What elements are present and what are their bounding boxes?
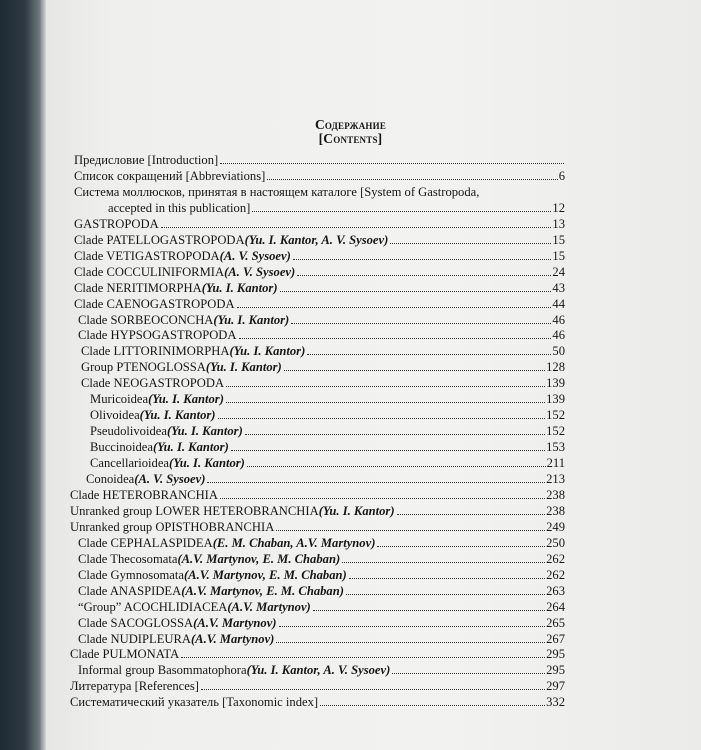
toc-entry-title: Систематический указатель [Taxonomic index]: [70, 695, 319, 710]
dot-leader: [161, 218, 552, 228]
toc-entry-author: (A.V. Martynov, E. M. Chaban): [177, 551, 341, 566]
toc-entry-page: 295: [546, 663, 565, 678]
toc-entry: [70, 695, 565, 709]
toc-entry-page: 265: [546, 615, 565, 630]
toc-entry: [78, 616, 565, 630]
toc-entry: [90, 440, 565, 454]
dot-leader: [307, 345, 551, 355]
toc-entry-page: 262: [546, 567, 565, 582]
dot-leader: [245, 425, 545, 435]
toc-entry: [78, 568, 565, 582]
toc-entry-author: (A. V. Sysoev): [224, 264, 296, 279]
dot-leader: [276, 521, 545, 531]
dot-leader: [293, 250, 552, 260]
toc-entry-title: Pseudolivoidea: [90, 424, 167, 439]
toc-entry-page: 332: [546, 695, 565, 710]
toc-entry-title: Clade NERITIMORPHA: [74, 280, 202, 295]
toc-entry: [74, 281, 565, 295]
toc-entry-title: Clade SACOGLOSSA: [78, 615, 194, 630]
dot-leader: [349, 569, 545, 579]
contents-heading-english: [Contents]: [318, 131, 383, 146]
toc-entry-page: 24: [552, 264, 565, 279]
toc-entry-author: (Yu. I. Kantor): [229, 344, 306, 359]
toc-entry-title: Список сокращений [Abbreviations]: [74, 168, 266, 183]
toc-entry-title: Clade Thecosomata: [78, 551, 178, 566]
toc-entry-title: Olivoidea: [90, 408, 140, 423]
toc-entry-page: 13: [552, 216, 565, 231]
dot-leader: [291, 314, 551, 324]
toc-entry-title: Clade HYPSOGASTROPODA: [78, 328, 237, 343]
toc-entry-author: (Yu. I. Kantor): [166, 424, 243, 439]
dot-leader: [220, 489, 545, 499]
dot-leader: [207, 473, 545, 483]
toc-entry-title: Unranked group OPISTHOBRANCHIA: [70, 519, 275, 534]
toc-entry: [78, 584, 565, 598]
toc-entry: [81, 360, 565, 374]
toc-entry: [74, 169, 565, 183]
toc-entry: [78, 663, 565, 677]
toc-entry: [74, 233, 565, 247]
dot-leader: [392, 664, 545, 674]
toc-entry-title: Unranked group LOWER HETEROBRANCHIA: [70, 503, 319, 518]
toc-entry-author: (Yu. I. Kantor, A. V. Sysoev): [244, 232, 389, 247]
toc-entry: [74, 217, 565, 231]
toc-entry: [78, 313, 565, 327]
toc-entry: [74, 185, 565, 199]
toc-entry: [81, 376, 565, 390]
toc-entry-page: 152: [546, 424, 565, 439]
dot-leader: [390, 234, 551, 244]
dot-leader: [252, 202, 551, 212]
toc-entry-page: 43: [552, 280, 565, 295]
toc-entry-page: 15: [552, 248, 565, 263]
toc-entry-author: (Yu. I. Kantor): [139, 408, 216, 423]
toc-entry-title: GASTROPODA: [74, 216, 159, 231]
toc-entry: [70, 520, 565, 534]
toc-entry: [81, 344, 565, 358]
dot-leader: [237, 298, 552, 308]
toc-entry-title: Clade VETIGASTROPODA: [74, 248, 220, 263]
toc-entry: [70, 647, 565, 661]
toc-entry-title: Clade HETEROBRANCHIA: [70, 487, 218, 502]
dot-leader: [218, 409, 546, 419]
toc-entry-author: (Yu. I. Kantor): [201, 280, 278, 295]
toc-entry-author: (A.V. Martynov): [227, 599, 311, 614]
toc-entry-page: 295: [546, 647, 565, 662]
toc-entry-author: (Yu. I. Kantor): [152, 440, 229, 455]
toc-entry: [74, 297, 565, 311]
dot-leader: [247, 457, 546, 467]
toc-entry-title: Muricoidea: [90, 392, 149, 407]
dot-leader: [342, 553, 545, 563]
dot-leader: [280, 282, 552, 292]
toc-entry-title: Clade NUDIPLEURA: [78, 631, 191, 646]
toc-entry-title: Clade PULMONATA: [70, 647, 180, 662]
toc-entry-page: 6: [558, 168, 565, 183]
toc-entry-title: Clade Gymnosomata: [78, 567, 184, 582]
toc-entry-author: (A. V. Sysoev): [219, 248, 291, 263]
toc-entry-title: Литература [References]: [70, 679, 199, 694]
toc-entry: [74, 265, 565, 279]
toc-entry-page: 264: [546, 599, 565, 614]
toc-entry-page: 139: [546, 392, 565, 407]
toc-entry: [78, 600, 565, 614]
dot-leader: [284, 361, 545, 371]
toc-entry-author: (A.V. Martynov): [190, 631, 275, 646]
toc-entry: [70, 488, 565, 502]
dot-leader: [267, 170, 557, 180]
toc-entry-title: Cancellarioidea: [90, 456, 170, 471]
toc-entry: [90, 408, 565, 422]
toc-entry-page: 213: [546, 472, 565, 486]
toc-entry-author: (A. V. Sysoev): [134, 472, 206, 486]
toc-entry-continuation-text: accepted in this publication]: [108, 200, 251, 215]
dot-leader: [276, 633, 545, 643]
dot-leader: [201, 680, 545, 690]
toc-entry-page: 262: [546, 551, 565, 566]
toc-entry-title: Informal group Basommatophora: [78, 663, 247, 678]
toc-entry-title: Clade PATELLOGASTROPODA: [74, 232, 245, 247]
dot-leader: [346, 585, 545, 595]
toc-entry-title: Clade CEPHALASPIDEA: [78, 535, 213, 550]
toc-entry-author: (Yu. I. Kantor): [213, 312, 290, 327]
toc-entry-author: (A.V. Martynov, E. M. Chaban): [183, 567, 347, 582]
toc-entry-title: Clade LITTORINIMORPHA: [81, 344, 230, 359]
toc-entry-author: (E. M. Chaban, A.V. Martynov): [212, 535, 376, 550]
toc-entry-title: Conoidea: [86, 472, 135, 486]
toc-entry-page: 238: [546, 487, 565, 502]
toc-entry: [90, 456, 565, 470]
toc-entry-title: Clade NEOGASTROPODA: [81, 376, 225, 391]
dot-leader: [297, 266, 551, 276]
toc-entry-page: 12: [552, 200, 565, 215]
toc-entry-title: Clade ANASPIDEA: [78, 583, 182, 598]
dot-leader: [279, 617, 546, 627]
toc-entry: [74, 153, 565, 167]
toc-entry-page: 15: [552, 232, 565, 247]
dot-leader: [320, 696, 545, 706]
toc-entry-page: 263: [546, 583, 565, 598]
toc-entry-page: 267: [546, 631, 565, 646]
dot-leader: [313, 601, 545, 611]
toc-entry: [86, 472, 565, 486]
toc-entry-title: Buccinoidea: [90, 440, 153, 455]
toc-entry-continuation: [108, 201, 565, 215]
toc-entry-page: 152: [546, 408, 565, 423]
toc-entry-page: 211: [546, 456, 565, 471]
dot-leader: [377, 537, 545, 547]
toc-entry-author: (Yu. I. Kantor): [318, 503, 395, 518]
contents-heading-russian: Содержание: [314, 117, 387, 132]
toc-entry-author: (Yu. I. Kantor): [169, 456, 245, 471]
toc-entry-title: Система моллюсков, принятая в настоящем каталоге [System of Gastropoda,: [74, 184, 480, 199]
toc-entry-author: (Yu. I. Kantor): [148, 392, 224, 407]
toc-entry-page: 50: [552, 344, 565, 359]
dot-leader: [226, 377, 545, 387]
toc-entry: [90, 424, 565, 438]
toc-entry: [78, 536, 565, 550]
toc-entry-page: 139: [546, 376, 565, 391]
toc-entry-page: 238: [546, 503, 565, 518]
toc-entry-page: 46: [552, 328, 565, 343]
toc-entry: [70, 504, 565, 518]
toc-entry-title: Group PTENOGLOSSA: [81, 360, 206, 375]
dot-leader: [220, 154, 564, 164]
toc-entry-page: 128: [546, 360, 565, 375]
toc-entry: [90, 392, 565, 406]
dot-leader: [226, 393, 545, 403]
toc-entry-author: (Yu. I. Kantor): [205, 360, 282, 375]
toc-entry-author: (A.V. Martynov, E. M. Chaban): [181, 583, 344, 598]
toc-entry-page: 44: [552, 296, 565, 311]
toc-entry-page: 46: [552, 312, 565, 327]
toc-entry: [78, 328, 565, 342]
dot-leader: [239, 329, 552, 339]
toc-entry-author: (Yu. I. Kantor, A. V. Sysoev): [246, 663, 391, 678]
book-spine-shadow: [0, 0, 46, 750]
toc-entry: [78, 632, 565, 646]
toc-entry-title: Clade COCCULINIFORMIA: [74, 264, 225, 279]
toc-entry-page: 249: [546, 519, 565, 534]
toc-entry-author: (A.V. Martynov): [193, 615, 277, 630]
toc-entry-title: Clade SORBEOCONCHA: [78, 312, 214, 327]
toc-entry: [70, 679, 565, 693]
toc-entry-title: Предисловие [Introduction]: [74, 153, 219, 167]
dot-leader: [397, 505, 546, 515]
toc-entry-page: 297: [546, 679, 565, 694]
dot-leader: [181, 648, 545, 658]
dot-leader: [231, 441, 545, 451]
toc-entry-title: Clade CAENOGASTROPODA: [74, 296, 235, 311]
toc-entry: [78, 552, 565, 566]
toc-entry: [74, 249, 565, 263]
toc-entry-title: “Group” ACOCHLIDIACEA: [78, 599, 228, 614]
toc-entry-page: 153: [546, 440, 565, 455]
toc-entry-page: 250: [546, 535, 565, 550]
